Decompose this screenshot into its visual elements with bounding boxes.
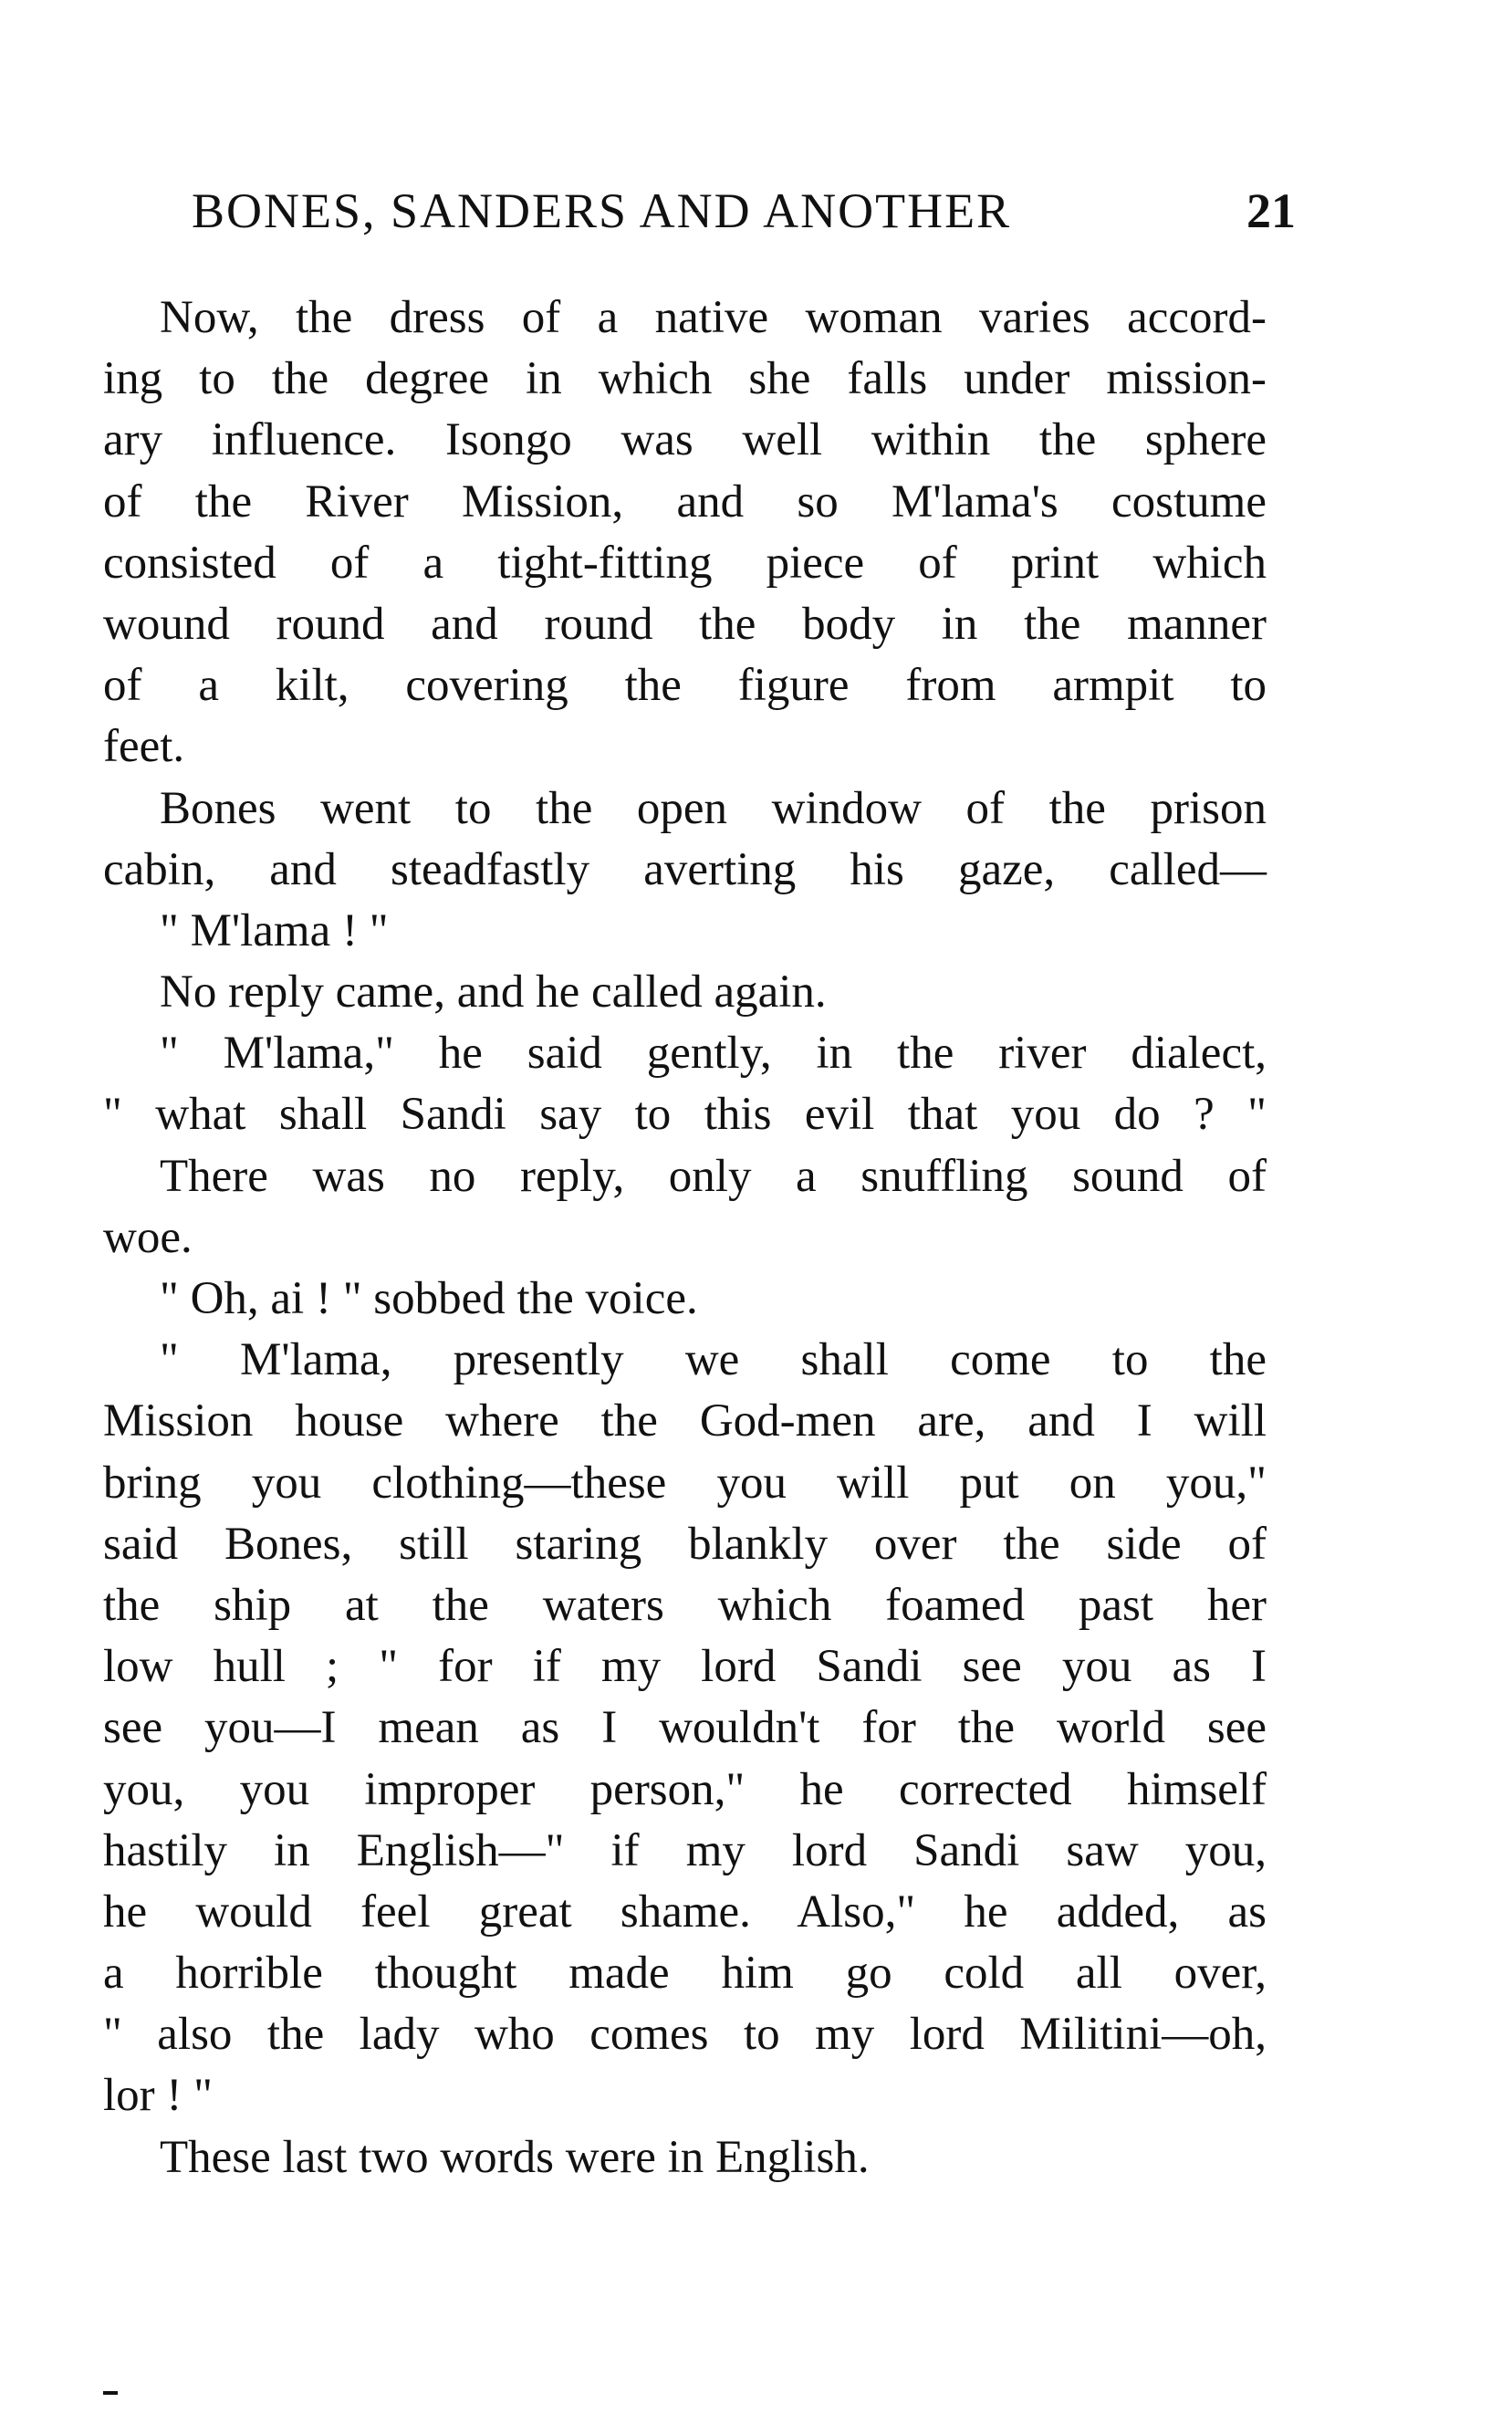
text-line: " M'lama," he said gently, in the river dialect, <box>160 1028 1267 1080</box>
text-line: No reply came, and he called again. <box>160 966 827 1019</box>
page-number: 21 <box>1246 183 1296 238</box>
text-line: " also the lady who comes to my lord Militini—oh, <box>103 2009 1267 2061</box>
text-line: " what shall Sandi say to this evil that you do ? " <box>103 1089 1267 1141</box>
text-line: " M'lama ! " <box>160 904 389 956</box>
running-head <box>192 183 1296 246</box>
text-line: see you—I mean as I wouldn't for the world see <box>103 1702 1267 1754</box>
text-line: There was no reply, only a snuffling sound of <box>160 1150 1267 1202</box>
text-line: Mission house where the God-men are, and I will <box>103 1395 1267 1447</box>
text-line: cabin, and steadfastly averting his gaze, called— <box>103 843 1267 895</box>
text-line: These last two words were in English. <box>160 2131 870 2183</box>
text-line: " Oh, ai ! " sobbed the voice. <box>160 1273 698 1324</box>
text-line: Bones went to the open window of the prison <box>160 782 1267 834</box>
text-line: " M'lama, presently we shall come to the <box>160 1334 1267 1386</box>
text-line: the ship at the waters which foamed past her <box>103 1579 1267 1631</box>
text-line: said Bones, still staring blankly over the side of <box>103 1518 1267 1570</box>
text-line: of a kilt, covering the figure from armpit to <box>103 660 1267 712</box>
text-line: a horrible thought made him go cold all over, <box>103 1948 1267 2000</box>
running-head-title: BONES, SANDERS AND ANOTHER <box>192 183 1012 238</box>
text-line: bring you clothing—these you will put on you," <box>103 1457 1267 1509</box>
text-line: woe. <box>103 1211 193 1263</box>
text-line: you, you improper person," he corrected himself <box>103 1763 1267 1815</box>
text-line: low hull ; " for if my lord Sandi see you as I <box>103 1641 1267 1693</box>
stray-print-mark <box>103 2391 118 2395</box>
body-text <box>103 287 1267 2189</box>
text-line: lor ! " <box>103 2070 213 2122</box>
text-line: he would feel great shame. Also," he added, as <box>103 1886 1267 1938</box>
text-line: of the River Mission, and so M'lama's costume <box>103 475 1267 528</box>
text-line: wound round and round the body in the manner <box>103 598 1267 650</box>
text-line: ary influence. Isongo was well within the sphere <box>103 414 1267 466</box>
text-line: hastily in English—" if my lord Sandi saw you, <box>103 1824 1267 1876</box>
text-line: consisted of a tight-fitting piece of print which <box>103 537 1267 589</box>
text-line: feet. <box>103 721 185 773</box>
text-line: Now, the dress of a native woman varies accord- <box>160 292 1267 343</box>
text-line: ing to the degree in which she falls under mission- <box>103 353 1267 405</box>
